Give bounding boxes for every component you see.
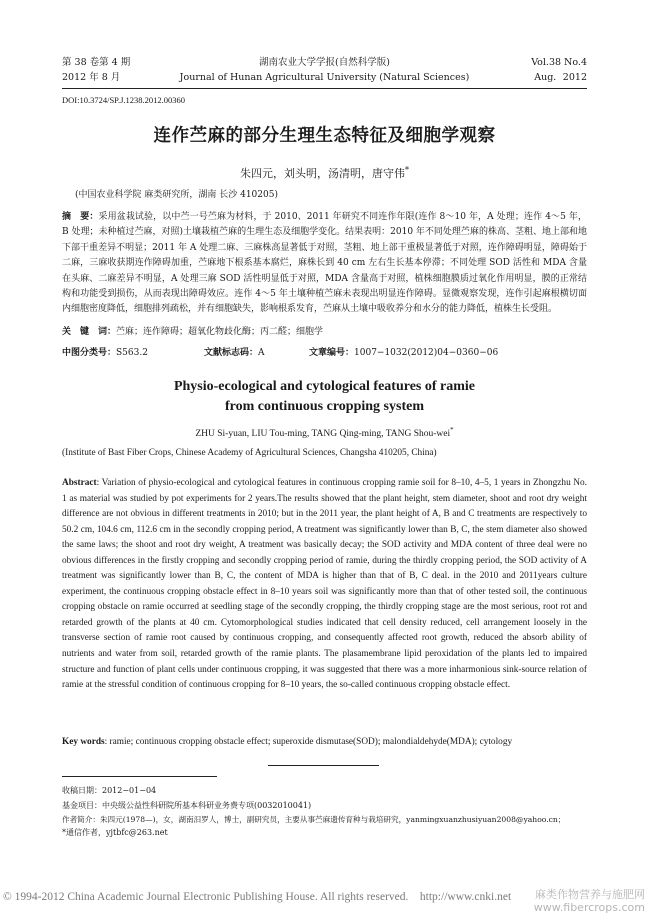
doc-code: A	[258, 348, 265, 358]
footnote-correspondence: *通信作者，yjtbfc@263.net	[62, 828, 168, 837]
watermark-title: 麻类作物营养与施肥网	[535, 888, 645, 901]
chinese-keywords	[62, 324, 587, 337]
volume-issue-en: Vol.38 No.4	[531, 57, 587, 68]
chinese-affiliation: (中国农业科学院 麻类研究所，湖南 长沙 410205)	[75, 190, 278, 200]
chinese-keywords-label: 关 键 词：	[62, 327, 117, 337]
article-no: 1007−1032(2012)04−0360−06	[354, 348, 499, 358]
english-corresponding-mark: *	[450, 426, 454, 434]
chinese-author-names: 朱四元，刘头明，汤清明，唐守伟	[240, 167, 405, 180]
english-affiliation: (Institute of Bast Fiber Crops, Chinese Academy of Agricultural Sciences, Changsha 410205, China)	[62, 448, 437, 458]
english-title-line-2: from continuous cropping system	[224, 399, 424, 414]
english-keywords-label: Key words	[62, 737, 105, 747]
clc-label: 中图分类号：	[62, 348, 117, 358]
volume-issue-cn: 第 38 卷第 4 期	[62, 57, 131, 68]
journal-name-en: Journal of Hunan Agricultural University (Natural Sciences)	[179, 72, 470, 83]
english-abstract	[62, 476, 587, 694]
english-title-line-1: Physio-ecological and cytological features of ramie	[173, 379, 476, 394]
english-author-names: ZHU Si-yuan, LIU Tou-ming, TANG Qing-ming, TANG Shou-wei	[195, 429, 451, 440]
english-title	[0, 377, 649, 417]
footnote-author-bio: 作者简介：朱四元(1978—)，女，湖南汨罗人，博士，副研究员，主要从事苎麻遗传育种与栽培研究，yanmingxuanzhusiyuan2008@yahoo.cn；	[62, 815, 566, 824]
clc-code: S563.2	[116, 348, 148, 358]
classification-line	[62, 345, 587, 358]
chinese-abstract-label: 摘 要：	[62, 212, 99, 222]
english-abstract-label: Abstract	[62, 478, 97, 488]
issue-date-en: Aug．2012	[534, 72, 587, 83]
doi: DOI:10.3724/SP.J.1238.2012.00360	[62, 95, 186, 105]
footnote-rule	[62, 776, 217, 777]
english-authors	[0, 426, 649, 439]
watermark-url: www.fibercrops.com	[533, 901, 645, 914]
corresponding-mark: *	[405, 165, 409, 175]
english-abstract-text: : Variation of physio-ecological and cytological features in continuous cropping ramie soil for 8–10, 4–5, 1 years in Zhongzhu No. 1 as material was studied by pot experiments for 2 years.The results showed that the plant height, stem diameter, shoot and root dry weight difference are not obvious in different treatments in 2010; but in the 2011 year, the plant height of A, B and C treatments are respectively to 50.2 cm, 104.6 cm, 112.6 cm in the secondly cropping period, A treatment was significantly lower than B, C, the stem diameter also showed the same laws; the shoot and root dry weight, A treatment was basically decay; the SOD activity and MDA content of three deal were no obvious differences in the firstly cropping and secondly cropping period of ramie, during the thirdly cropping period, the SOD activity of A treatment was significantly lower than B, C, the content of MDA is higher than that of B, C deal. in the 2010 and 2011years culture experiment, the continuous cropping obstacle effect in 8–10 years soil was significantly more than that of other tested soil, the continuous cropping obstacle on ramie occurred at seedling stage of the secondly cropping, the thirdly cropping stage are the most serious, root rot and retarded growth of the plants at 40 cm. Cytomorphological studies indicated that cell density reduced, cell arrangement loosely in the transverse section of ramie root caused by continuous cropping, and consequently affected root growth, reduced the absorb ability of nutrients and water from soil, retarded growth of the ramie plants. The plasamembrane lipid peroxidation of the plants led to impaired structure and function of plant cells under continuous cropping, it was suggested that there was a more inharmonious sink-source relation of ramie at the stressful condition of continuous cropping for 8–10 years, the so-called continuous cropping obstacle effect.	[62, 478, 587, 691]
issue-date-cn: 2012 年 8 月	[62, 72, 121, 83]
section-divider	[268, 765, 379, 766]
copyright-line: © 1994-2012 China Academic Journal Electronic Publishing House. All rights reserved. http://www.cnki.net	[3, 891, 512, 903]
chinese-keywords-text: 苎麻；连作障碍；超氧化物歧化酶；丙二醛；细胞学	[116, 327, 324, 337]
header-rule	[62, 88, 587, 89]
english-keywords	[62, 737, 587, 747]
footnote-received: 收稿日期：2012−01−04	[62, 786, 157, 795]
chinese-authors	[0, 165, 649, 181]
article-no-label: 文章编号：	[309, 348, 355, 358]
chinese-abstract-text: 采用盆栽试验，以中苎一号苎麻为材料，于 2010、2011 年研究不同连作年限(连作 8～10 年，A 处理；连作 4～5 年，B 处理；未种植过苎麻，对照)土壤栽植苎麻的生理生态及细胞学变化。结果表明：2010 年不同处理苎麻的株高、茎粗、地上部和地下部干重差异不明显；2011 年 A 处理二麻、三麻株高显著低于对照，茎粗、地上部干重极显著低于对照，连作障碍明显，障碍始于二麻，三麻收获期连作障碍加重，苎麻地下根系基本腐烂，麻株长到 40 cm 左右生长基本停滞；不同处理 SOD 活性和 MDA 含量在头麻、二麻差异不明显，A 处理三麻 SOD 活性明显低于对照，MDA 含量高于对照，植株细胞膜质过氧化作用明显，膜的正常结构和功能受到损伤，从而表现出障碍效应。连作 4～5 年土壤种植苎麻未表现出明显连作障碍。显微观察发现，连作引起麻根横切面内细胞密度降低，细胞排列疏松，并有细胞缺失，影响根系发育，苎麻从土壤中吸收养分和水分的能力降低，植株生长受阻。	[62, 212, 587, 315]
chinese-abstract	[62, 210, 587, 318]
english-keywords-text: : ramie; continuous cropping obstacle effect; superoxide dismutase(SOD); malondialdehyde(MDA); cytology	[104, 737, 513, 747]
journal-name-cn: 湖南农业大学学报(自然科学版)	[259, 57, 390, 68]
doc-code-label: 文献标志码：	[204, 348, 259, 358]
footnote-fund: 基金项目：中央级公益性科研院所基本科研业务费专项(0032010041)	[62, 801, 312, 810]
chinese-title: 连作苎麻的部分生理生态特征及细胞学观察	[153, 126, 496, 146]
